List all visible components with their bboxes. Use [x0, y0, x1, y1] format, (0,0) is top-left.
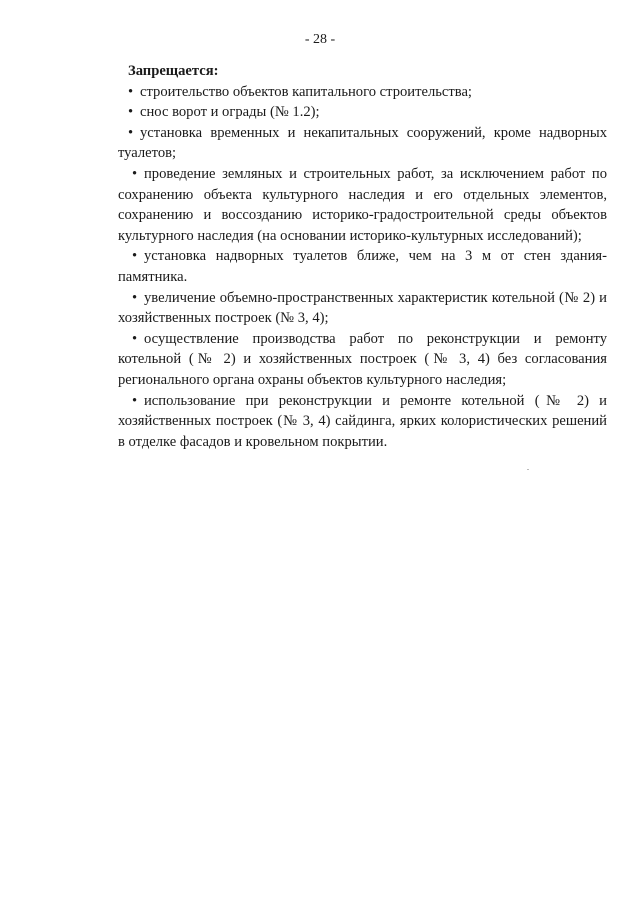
bullet-icon: • — [132, 289, 138, 306]
list-item — [118, 123, 607, 164]
list-item — [118, 329, 607, 391]
list-item-text: установка надворных туалетов ближе, чем на 3 м от стен здания-памятника. — [118, 248, 607, 285]
bullet-icon: • — [132, 165, 138, 182]
list-item — [118, 391, 607, 453]
bullet-icon: • — [132, 248, 138, 265]
page-number: - 28 - — [304, 32, 336, 47]
list-item-text: осуществление производства работ по реконструкции и ремонту котельной (№ 2) и хозяйственных построек (№ 3, 4) без согласования регионального органа охраны объектов культурного наследия; — [118, 330, 607, 388]
list-item — [118, 102, 607, 123]
list-item-text: снос ворот и ограды (№ 1.2); — [140, 104, 320, 121]
bullet-icon: • — [128, 83, 134, 100]
section-heading: Запрещается: — [128, 63, 219, 79]
list-item-text: проведение земляных и строительных работ, за исключением работ по сохранению объекта культурного наследия и его отдельных элементов, сохранению и воссозданию историко-градостроительной среды объектов культурного наследия (на основании историко-культурных исследований); — [118, 165, 607, 244]
bullet-icon: • — [128, 104, 134, 121]
bullet-icon: • — [132, 392, 138, 409]
list-item — [118, 164, 607, 246]
list-item-text: увеличение объемно-пространственных характеристик котельной (№ 2) и хозяйственных построек (№ 3, 4); — [118, 289, 607, 327]
list-item-text: строительство объектов капитального строительства; — [140, 83, 472, 100]
list-item — [118, 82, 607, 103]
list-item — [118, 246, 607, 287]
list-item — [118, 288, 607, 329]
list-item-text: использование при реконструкции и ремонте котельной (№ 2) и хозяйственных построек (№ 3, 4) сайдинга, ярких колористических решений в отделке фасадов и кровельном покрытии. — [118, 392, 607, 450]
document-body — [118, 61, 607, 452]
scan-speck — [527, 469, 529, 470]
list-item-text: установка временных и некапитальных сооружений, кроме надворных туалетов; — [118, 124, 607, 162]
bullet-icon: • — [132, 330, 138, 347]
bullet-icon: • — [128, 124, 134, 141]
